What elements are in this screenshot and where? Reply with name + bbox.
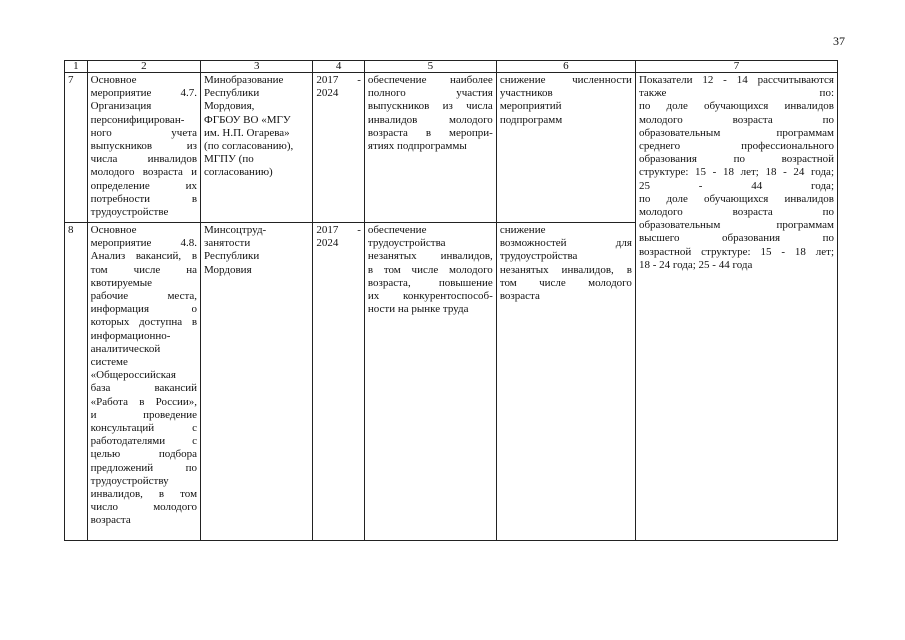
cell-text-line: структуре: 15 - 18 лет; 18 - 24 года;	[638, 166, 834, 179]
cell-text-line: инвалидов, в том	[90, 488, 198, 501]
cell-text-line: системе	[90, 356, 128, 369]
cell-text-line: образования по возрастной	[638, 153, 834, 166]
row-number: 8	[65, 223, 88, 541]
cell-text-line: Показатели 12 - 14 рассчитываются	[638, 74, 834, 86]
cell-text-line: возрастной структуре: 15 - 18 лет;	[638, 245, 834, 258]
cell-text-line: в том числе молодого	[367, 263, 493, 276]
cell-text-line: их конкурентоспособ-	[367, 290, 493, 303]
cell-text-line: персонифицирован-	[90, 113, 185, 126]
cell-text-line: Республики	[204, 250, 260, 263]
cell-text-line: аналитической	[90, 342, 161, 355]
cell-text-line: молодого возраста по	[638, 206, 834, 219]
consequence-cell	[496, 223, 635, 541]
header-cell: 6	[496, 61, 635, 73]
cell-text-line: полного участия	[367, 87, 493, 100]
cell-text-line: трудоустройства	[367, 237, 446, 250]
cell-text-line: Организация	[90, 100, 152, 113]
cell-text-line: рабочие места,	[90, 290, 198, 303]
header-cell: 3	[201, 61, 313, 73]
indicators-cell	[635, 73, 837, 541]
header-cell: 7	[635, 61, 837, 73]
cell-text-line: Мордовия	[204, 263, 252, 276]
executor-cell	[201, 223, 313, 541]
cell-text-line: Минсоцтруд-	[204, 224, 267, 236]
cell-text-line: высшего образования по	[638, 232, 834, 245]
cell-text-line: предложений по	[90, 461, 198, 474]
table-row	[65, 73, 838, 223]
cell-text-line: 2024	[316, 87, 339, 100]
years-cell	[313, 223, 365, 541]
cell-text-line: им. Н.П. Огарева»	[204, 126, 290, 139]
cell-text-line: трудоустройстве	[90, 206, 169, 219]
cell-text-line: обеспечение	[367, 224, 427, 236]
cell-text-line: Минобразование	[204, 74, 284, 86]
cell-text-line: незанятых инвалидов,	[367, 250, 493, 263]
cell-text-line: подпрограмм	[499, 113, 563, 126]
cell-text-line: «Общероссийская	[90, 369, 176, 382]
measures-table	[64, 60, 838, 541]
cell-text-line: консультаций с	[90, 422, 198, 435]
header-cell: 1	[65, 61, 88, 73]
cell-text-line: по доле обучающихся инвалидов	[638, 100, 834, 113]
cell-text-line: «Работа в России»,	[90, 395, 198, 408]
cell-text-line: Основное	[90, 224, 137, 236]
cell-text-line: мероприятие 4.7.	[90, 87, 198, 100]
cell-text-line: возраста, повышение	[367, 276, 493, 289]
cell-text-line: образовательным программам	[638, 126, 834, 139]
cell-text-line: выпускников из числа	[367, 100, 493, 113]
cell-text-line: молодого возраста по	[638, 113, 834, 126]
cell-text-line: Основное	[90, 74, 137, 86]
cell-text-line: ФГБОУ ВО «МГУ	[204, 113, 291, 126]
cell-text-line: Анализ вакансий, в	[90, 250, 198, 263]
cell-text-line: ности на рынке труда	[367, 303, 469, 316]
cell-text-line: мероприятий	[499, 100, 562, 113]
cell-text-line: информационно-	[90, 329, 171, 342]
cell-text-line: ного учета	[90, 126, 198, 139]
cell-text-line: (по согласованию),	[204, 140, 294, 153]
cell-text-line: 25 - 44 года;	[638, 179, 834, 192]
cell-text-line: том числе молодого	[499, 276, 632, 289]
cell-text-line: определение их	[90, 179, 198, 192]
cell-text-line: база вакансий	[90, 382, 198, 395]
cell-text-line: 2024	[316, 237, 339, 250]
cell-text-line: 18 - 24 года; 25 - 44 года	[638, 258, 753, 271]
executor-cell	[201, 73, 313, 223]
cell-text-line: участников	[499, 87, 553, 100]
cell-text-line: занятости	[204, 237, 251, 250]
cell-text-line: возраста	[499, 290, 540, 303]
cell-text-line: инвалидов молодого	[367, 113, 493, 126]
header-cell: 5	[364, 61, 496, 73]
cell-text-line: числа инвалидов	[90, 153, 198, 166]
cell-text-line: также по:	[638, 87, 834, 100]
cell-text-line: незанятых инвалидов, в	[499, 263, 632, 276]
cell-text-line: которых доступна в	[90, 316, 198, 329]
activity-cell	[87, 73, 200, 223]
cell-text-line: среднего профессионального	[638, 140, 834, 153]
cell-text-line: и проведение	[90, 408, 198, 421]
result-cell	[364, 73, 496, 223]
cell-text-line: работодателями с	[90, 435, 198, 448]
header-cell: 4	[313, 61, 365, 73]
cell-text-line: потребности в	[90, 192, 198, 205]
cell-text-line: информация о	[90, 303, 198, 316]
row-number: 7	[65, 73, 88, 223]
activity-cell	[87, 223, 200, 541]
cell-text-line: возраста в меропри-	[367, 126, 493, 139]
cell-text-line: образовательным программам	[638, 219, 834, 232]
cell-text-line: Республики	[204, 87, 260, 100]
cell-text-line: целью подбора	[90, 448, 198, 461]
result-cell	[364, 223, 496, 541]
cell-text-line: согласованию)	[204, 166, 273, 179]
header-cell: 2	[87, 61, 200, 73]
cell-text-line: число молодого	[90, 501, 198, 514]
consequence-cell	[496, 73, 635, 223]
cell-text-line: мероприятие 4.8.	[90, 237, 198, 250]
cell-text-line: выпускников из	[90, 140, 198, 153]
cell-text-line: квотируемые	[90, 276, 153, 289]
cell-text-line: снижение численности	[499, 74, 632, 86]
cell-text-line: 2017 -	[316, 224, 361, 236]
cell-text-line: трудоустройству	[90, 474, 169, 487]
cell-text-line: Мордовия,	[204, 100, 255, 113]
cell-text-line: МГПУ (по	[204, 153, 254, 166]
cell-text-line: ятиях подпрограммы	[367, 140, 467, 153]
cell-text-line: трудоустройства	[499, 250, 578, 263]
cell-text-line: возраста	[90, 514, 131, 527]
cell-text-line: снижение	[499, 224, 546, 236]
cell-text-line: по доле обучающихся инвалидов	[638, 192, 834, 205]
cell-text-line: обеспечение наиболее	[367, 74, 493, 86]
cell-text-line: 2017 -	[316, 74, 361, 86]
cell-text-line: том числе на	[90, 263, 198, 276]
years-cell	[313, 73, 365, 223]
cell-text-line: возможностей для	[499, 237, 632, 250]
header-row	[65, 61, 838, 73]
page-number: 37	[833, 34, 845, 48]
cell-text-line: молодого возраста и	[90, 166, 198, 179]
